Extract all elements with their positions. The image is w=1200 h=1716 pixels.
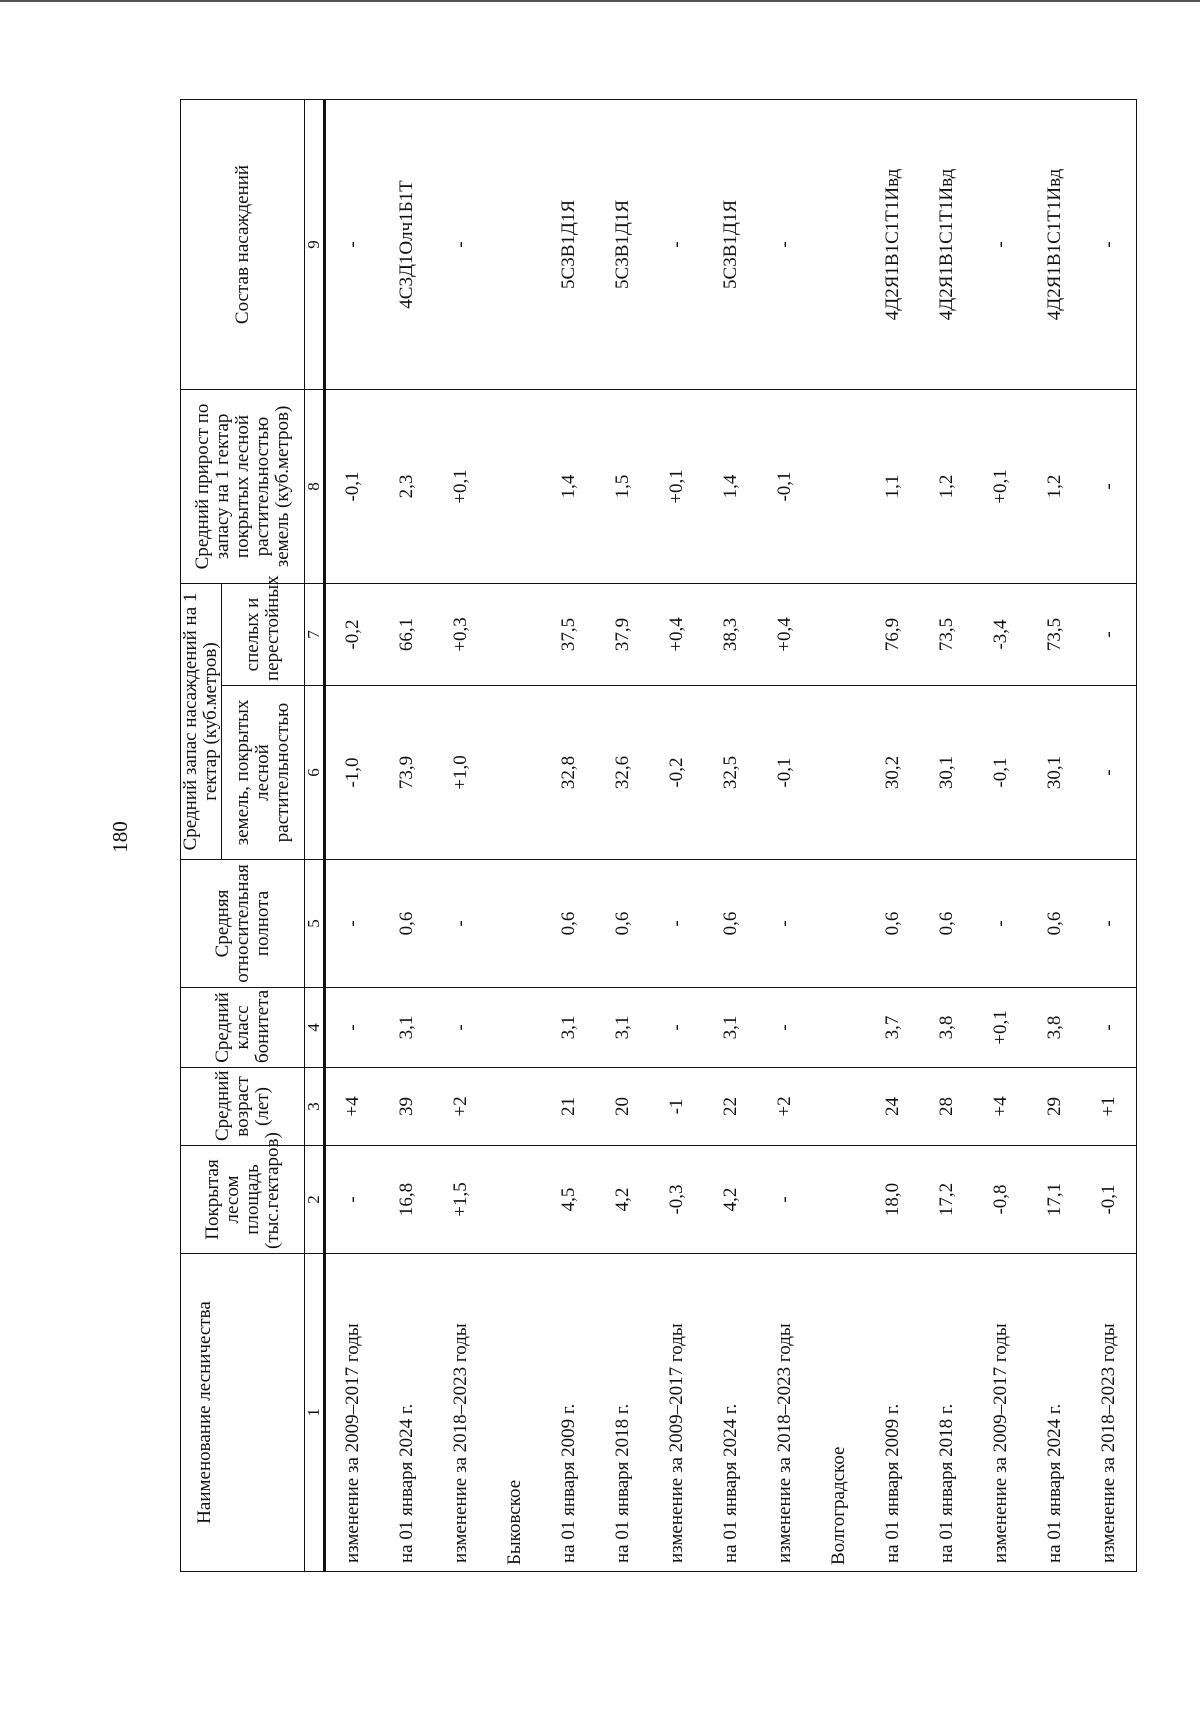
table-row — [758, 99, 812, 1571]
table-cell: 28 — [920, 1068, 974, 1146]
table-cell: -0,1 — [325, 389, 381, 583]
row-label-cell: на 01 января 2024 г. — [1028, 1254, 1082, 1572]
table-cell — [488, 860, 542, 988]
table-cell: - — [758, 1146, 812, 1254]
table-cell: 24 — [866, 1068, 920, 1146]
table-cell: 37,9 — [596, 583, 650, 685]
table-cell: 17,1 — [1028, 1146, 1082, 1254]
group-row — [812, 99, 866, 1571]
table-cell: 3,1 — [542, 988, 596, 1068]
table-cell — [812, 583, 866, 685]
table-cell: 3,1 — [704, 988, 758, 1068]
table-cell: -0,2 — [650, 686, 704, 860]
table-cell: 73,5 — [1028, 583, 1082, 685]
column-number: 9 — [305, 99, 325, 389]
header-row — [181, 99, 222, 1571]
table-cell: - — [974, 860, 1028, 988]
table-cell: - — [758, 99, 812, 389]
table-cell: - — [1082, 99, 1137, 389]
table-cell: - — [1082, 860, 1137, 988]
column-number: 8 — [305, 389, 325, 583]
header-density: Средняя относительная полнота — [181, 860, 305, 988]
table-cell: 3,7 — [866, 988, 920, 1068]
table-cell: - — [758, 860, 812, 988]
table-cell: 4Д2Я1В1С1Т1Ивд — [866, 99, 920, 389]
table-cell: -0,1 — [758, 686, 812, 860]
group-row — [488, 99, 542, 1571]
table-row — [974, 99, 1028, 1571]
column-number: 2 — [305, 1146, 325, 1254]
header-stock-covered: земель, покрытых лесной растительностью — [222, 686, 305, 860]
table-row — [434, 99, 488, 1571]
table-cell: -0,2 — [325, 583, 381, 685]
row-label-cell: изменение за 2009–2017 годы — [325, 1254, 381, 1572]
table-cell — [812, 860, 866, 988]
table-row — [380, 99, 434, 1571]
column-number: 7 — [305, 583, 325, 685]
table-row — [866, 99, 920, 1571]
table-cell — [488, 583, 542, 685]
table-cell — [488, 99, 542, 389]
table-cell: - — [434, 860, 488, 988]
table-cell: 37,5 — [542, 583, 596, 685]
table-cell: 18,0 — [866, 1146, 920, 1254]
header-age: Средний возраст (лет) — [181, 1068, 305, 1146]
table-cell: 66,1 — [380, 583, 434, 685]
table-cell: +0,4 — [758, 583, 812, 685]
table-cell: 1,2 — [1028, 389, 1082, 583]
table-cell — [488, 1068, 542, 1146]
table-cell: +0,1 — [974, 988, 1028, 1068]
scan-edge-line — [0, 0, 1200, 2]
table-cell: 0,6 — [704, 860, 758, 988]
table-cell: 30,1 — [1028, 686, 1082, 860]
table-cell: 0,6 — [920, 860, 974, 988]
table-cell: 1,5 — [596, 389, 650, 583]
table-cell — [812, 1068, 866, 1146]
table-cell: 1,4 — [542, 389, 596, 583]
table-cell — [812, 99, 866, 389]
table-cell: 0,6 — [596, 860, 650, 988]
table-cell: -3,4 — [974, 583, 1028, 685]
table-cell: 4,5 — [542, 1146, 596, 1254]
row-label-cell: на 01 января 2018 г. — [920, 1254, 974, 1572]
group-name-cell: Волгоградское — [812, 1254, 866, 1572]
group-name-cell: Быковское — [488, 1254, 542, 1572]
table-cell — [812, 988, 866, 1068]
table-row — [704, 99, 758, 1571]
row-label-cell: изменение за 2009–2017 годы — [650, 1254, 704, 1572]
table-cell: -1 — [650, 1068, 704, 1146]
table-cell: 1,4 — [704, 389, 758, 583]
table-cell: 0,6 — [380, 860, 434, 988]
table-cell: - — [650, 99, 704, 389]
table-row — [542, 99, 596, 1571]
table-cell: 3,8 — [920, 988, 974, 1068]
table-cell: 1,2 — [920, 389, 974, 583]
table-cell: +0,3 — [434, 583, 488, 685]
table-cell: - — [325, 99, 381, 389]
table-cell: 0,6 — [866, 860, 920, 988]
table-cell: +4 — [325, 1068, 381, 1146]
table-cell — [812, 1146, 866, 1254]
table-cell: 73,9 — [380, 686, 434, 860]
row-label-cell: на 01 января 2009 г. — [542, 1254, 596, 1572]
table-cell: +0,1 — [434, 389, 488, 583]
table-cell: +1,0 — [434, 686, 488, 860]
table-cell: 4С3Д1Олч1Б1Т — [380, 99, 434, 389]
header-composition: Состав насаждений — [181, 99, 305, 389]
table-body — [325, 99, 1137, 1571]
table-cell: 73,5 — [920, 583, 974, 685]
column-number: 4 — [305, 988, 325, 1068]
row-label-cell: на 01 января 2024 г. — [380, 1254, 434, 1572]
table-cell: - — [974, 99, 1028, 389]
table-cell: 1,1 — [866, 389, 920, 583]
row-label-cell: изменение за 2018–2023 годы — [434, 1254, 488, 1572]
table-cell: 17,2 — [920, 1146, 974, 1254]
table-cell: - — [325, 860, 381, 988]
table-cell: - — [434, 99, 488, 389]
table-cell: 4,2 — [596, 1146, 650, 1254]
table-cell: +0,1 — [974, 389, 1028, 583]
table-cell: -0,1 — [974, 686, 1028, 860]
table-cell: +1 — [1082, 1068, 1137, 1146]
row-label-cell: на 01 января 2024 г. — [704, 1254, 758, 1572]
table-cell: +4 — [974, 1068, 1028, 1146]
table-cell: -0,8 — [974, 1146, 1028, 1254]
table-cell: 4,2 — [704, 1146, 758, 1254]
table-cell — [488, 389, 542, 583]
table-cell — [488, 686, 542, 860]
forest-table-wrapper — [180, 100, 1119, 1572]
table-cell: 0,6 — [1028, 860, 1082, 988]
table-cell: 3,1 — [380, 988, 434, 1068]
table-cell: +0,1 — [650, 389, 704, 583]
table-row — [1082, 99, 1137, 1571]
table-cell: 5С3В1Д1Я — [596, 99, 650, 389]
table-cell: 22 — [704, 1068, 758, 1146]
table-cell: +2 — [758, 1068, 812, 1146]
table-cell: - — [650, 988, 704, 1068]
header-growth: Средний прирост по запасу на 1 гектар покрытых лесной растительностью земель (куб.метров) — [181, 389, 305, 583]
table-cell: 30,1 — [920, 686, 974, 860]
page-number: 180 — [108, 821, 132, 853]
table-cell — [488, 1146, 542, 1254]
table-cell: 2,3 — [380, 389, 434, 583]
row-label-cell: изменение за 2018–2023 годы — [758, 1254, 812, 1572]
table-cell: 21 — [542, 1068, 596, 1146]
header-bonitet: Средний класс бонитета — [181, 988, 305, 1068]
table-cell: 3,1 — [596, 988, 650, 1068]
table-cell — [488, 988, 542, 1068]
column-number: 1 — [305, 1254, 325, 1572]
table-row — [596, 99, 650, 1571]
table-cell: - — [1082, 686, 1137, 860]
table-cell: - — [650, 860, 704, 988]
table-row — [650, 99, 704, 1571]
table-cell: 32,5 — [704, 686, 758, 860]
row-label-cell: на 01 января 2009 г. — [866, 1254, 920, 1572]
table-cell: - — [758, 988, 812, 1068]
table-cell: - — [1082, 389, 1137, 583]
table-cell: 29 — [1028, 1068, 1082, 1146]
table-cell — [812, 389, 866, 583]
table-cell: - — [434, 988, 488, 1068]
column-number: 6 — [305, 686, 325, 860]
row-label-cell: на 01 января 2018 г. — [596, 1254, 650, 1572]
column-number: 3 — [305, 1068, 325, 1146]
row-label-cell: изменение за 2009–2017 годы — [974, 1254, 1028, 1572]
table-row — [1028, 99, 1082, 1571]
table-cell: -0,3 — [650, 1146, 704, 1254]
table-cell: 38,3 — [704, 583, 758, 685]
table-cell: 39 — [380, 1068, 434, 1146]
table-cell: 32,8 — [542, 686, 596, 860]
table-cell: - — [325, 988, 381, 1068]
table-cell: +2 — [434, 1068, 488, 1146]
table-cell: 20 — [596, 1068, 650, 1146]
header-stock: Средний запас насаждений на 1 гектар (куб.метров) — [181, 583, 222, 859]
column-numbers-row — [305, 99, 325, 1571]
header-name: Наименование лесничества — [181, 1254, 305, 1572]
table-cell: 3,8 — [1028, 988, 1082, 1068]
table-row — [325, 99, 381, 1571]
table-cell: 16,8 — [380, 1146, 434, 1254]
table-cell: 32,6 — [596, 686, 650, 860]
column-number: 5 — [305, 860, 325, 988]
row-label-cell: изменение за 2018–2023 годы — [1082, 1254, 1137, 1572]
table-cell: 0,6 — [542, 860, 596, 988]
forest-stats-table — [180, 99, 1137, 1572]
table-cell: - — [1082, 583, 1137, 685]
table-cell: 5С3В1Д1Я — [542, 99, 596, 389]
table-cell: - — [1082, 988, 1137, 1068]
table-cell: 4Д2Я1В1С1Т1Ивд — [1028, 99, 1082, 389]
table-cell: 30,2 — [866, 686, 920, 860]
table-cell: -0,1 — [758, 389, 812, 583]
table-cell: 5С3В1Д1Я — [704, 99, 758, 389]
table-row — [920, 99, 974, 1571]
header-stock-mature: спелых и перестойных — [222, 583, 305, 685]
table-cell: -0,1 — [1082, 1146, 1137, 1254]
table-cell — [812, 686, 866, 860]
table-cell: +0,4 — [650, 583, 704, 685]
table-cell: - — [325, 1146, 381, 1254]
table-cell: 4Д2Я1В1С1Т1Ивд — [920, 99, 974, 389]
header-area: Покрытая лесом площадь (тыс.гектаров) — [181, 1146, 305, 1254]
table-cell: 76,9 — [866, 583, 920, 685]
table-cell: -1,0 — [325, 686, 381, 860]
table-cell: +1,5 — [434, 1146, 488, 1254]
